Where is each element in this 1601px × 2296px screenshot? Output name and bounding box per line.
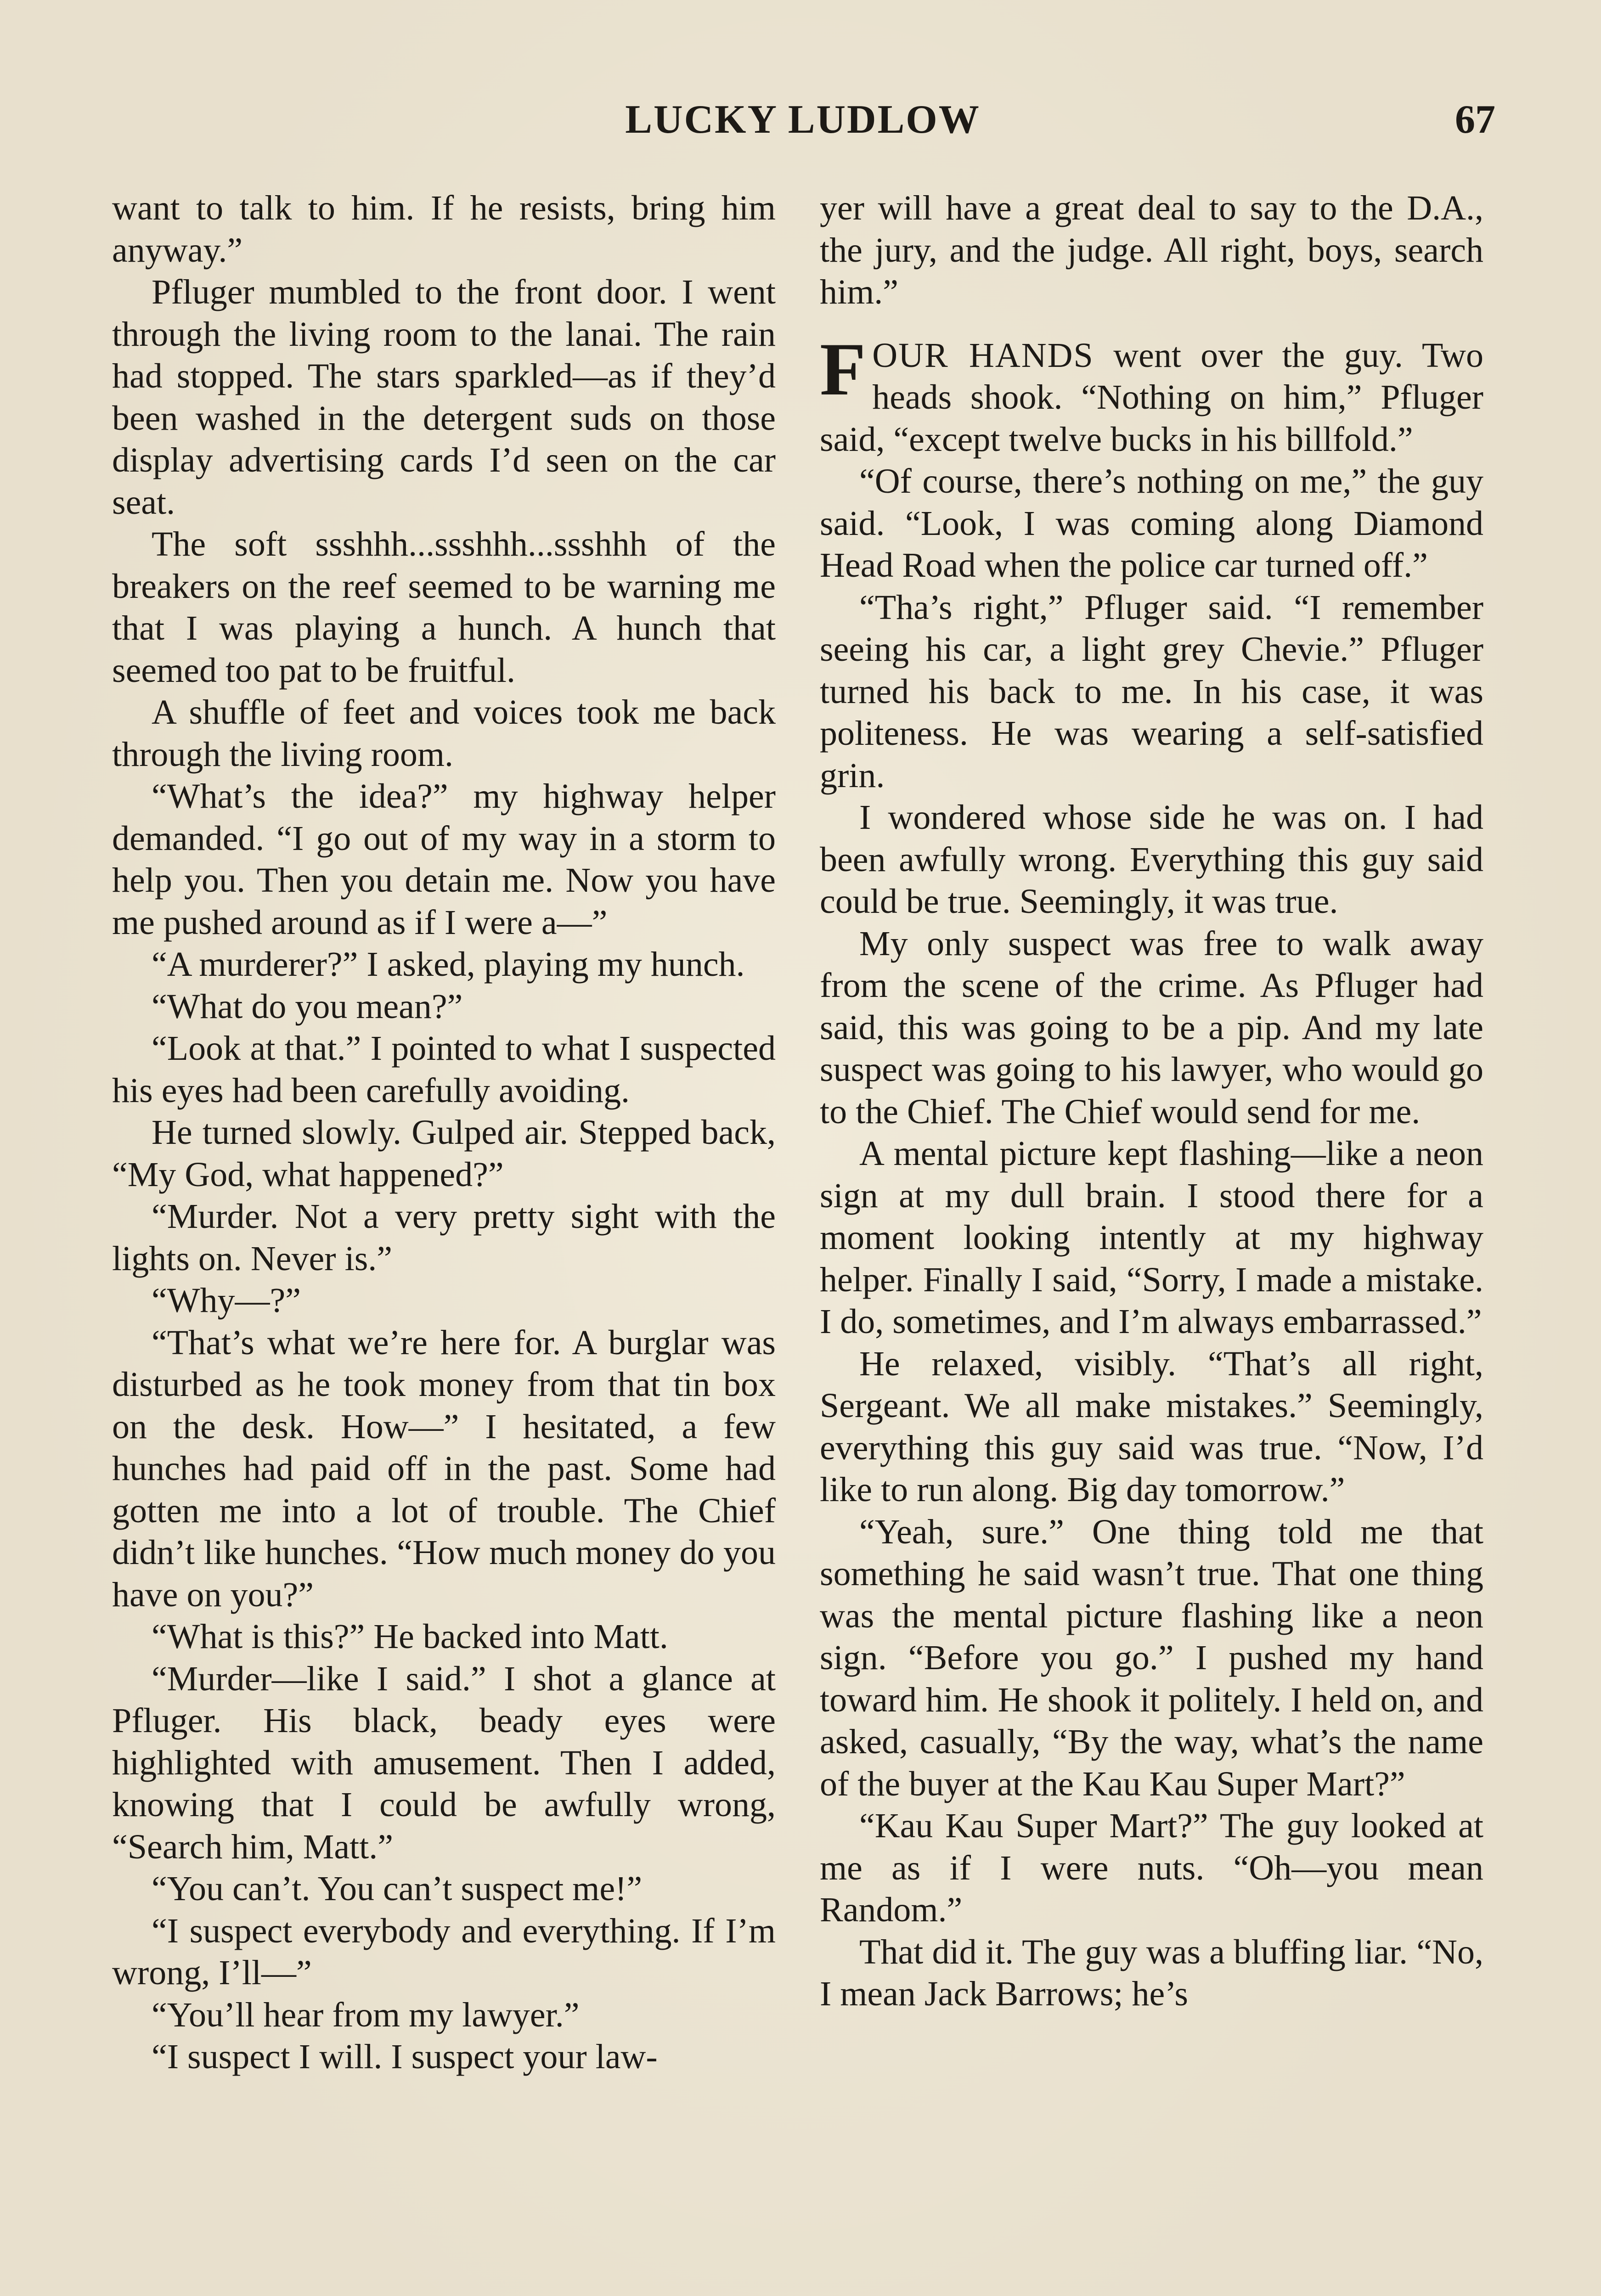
paragraph: want to talk to him. If he resists, bring him anyway.” (112, 189, 776, 270)
left-column (112, 187, 776, 2078)
paragraph: “Of course, there’s nothing on me,” the guy said. “Look, I was coming along Diamond Head Road when the police car turned off.” (820, 462, 1483, 585)
paragraph: I wondered whose side he was on. I had been awfully wrong. Everything this guy said could be true. Seemingly, it was true. (820, 798, 1483, 921)
paragraph: “You can’t. You can’t suspect me!” (152, 1869, 643, 1908)
paragraph: “What’s the idea?” my highway helper demanded. “I go out of my way in a storm to help you. Then you detain me. Now you have me pushed around as if I were a—” (112, 777, 776, 942)
section-lead-in: OUR HANDS (872, 336, 1094, 375)
paragraph: “What is this?” He backed into Matt. (152, 1617, 668, 1656)
paragraph: yer will have a great deal to say to the D.A., the jury, and the judge. All right, boys, search him.” (820, 189, 1483, 311)
paragraph: “A murderer?” I asked, playing my hunch. (152, 945, 745, 984)
paragraph: A shuffle of feet and voices took me back through the living room. (112, 693, 776, 774)
page-number: 67 (1455, 97, 1495, 142)
paragraph: “Murder. Not a very pretty sight with the lights on. Never is.” (112, 1197, 776, 1278)
paragraph: “Yeah, sure.” One thing told me that something he said wasn’t true. That one thing was the mental picture flashing like a neon sign. “Before you go.” I pushed my hand toward him. He shook it politely. I held on, and asked, casually, “By the way, what’s the name of the buyer at the Kau Kau Super Mart?” (820, 1512, 1483, 1803)
paragraph: That did it. The guy was a bluffing liar. “No, I mean Jack Barrows; he’s (820, 1932, 1483, 2013)
paragraph: “Why—?” (152, 1281, 301, 1320)
paragraph: “Kau Kau Super Mart?” The guy looked at me as if I were nuts. “Oh—you mean Random.” (820, 1806, 1483, 1929)
paragraph: He relaxed, visibly. “That’s all right, Sergeant. We all make mistakes.” Seemingly, everything this guy said was true. “Now, I’d like to run along. Big day tomorrow.” (820, 1344, 1483, 1509)
paragraph: He turned slowly. Gulped air. Stepped back, “My God, what happened?” (112, 1113, 776, 1194)
section-opening-paragraph (820, 327, 1483, 461)
paragraph: The soft ssshhh...ssshhh...ssshhh of the breakers on the reef seemed to be warning me that I was playing a hunch. A hunch that seemed too pat to be fruitful. (112, 525, 776, 690)
drop-cap: F (820, 327, 866, 411)
paragraph: “I suspect everybody and everything. If I’m wrong, I’ll—” (112, 1911, 776, 1992)
paragraph: A mental picture kept flashing—like a neon sign at my dull brain. I stood there for a moment looking intently at my highway helper. Finally I said, “Sorry, I made a mistake. I do, sometimes, and I’m always embarrassed.” (820, 1134, 1483, 1341)
paragraph: “Look at that.” I pointed to what I suspected his eyes had been carefully avoiding. (112, 1029, 776, 1110)
page-header (110, 96, 1495, 156)
paragraph: My only suspect was free to walk away from the scene of the crime. As Pfluger had said, this was going to be a pip. And my late suspect was going to his lawyer, who would go to the Chief. The Chief would send for me. (820, 924, 1483, 1131)
paragraph: “Murder—like I said.” I shot a glance at Pfluger. His black, beady eyes were highlighted with amusement. Then I added, knowing that I could be awfully wrong, “Search him, Matt.” (112, 1659, 776, 1866)
section-text: went over the guy. Two heads shook. “Nothing on him,” Pfluger said, “except twelve bucks in his billfold.” (820, 336, 1483, 459)
paragraph: “Tha’s right,” Pfluger said. “I remember seeing his car, a light grey Chevie.” Pfluger turned his back to me. In his case, it was politeness. He was wearing a self-satisfied grin. (820, 588, 1483, 795)
paragraph: “What do you mean?” (152, 987, 463, 1026)
paragraph: Pfluger mumbled to the front door. I went through the living room to the lanai. The rain had stopped. The stars sparkled—as if they’d been washed in the detergent suds on those display advertising cards I’d seen on the car seat. (112, 273, 776, 522)
paragraph: “I suspect I will. I suspect your law- (152, 2037, 658, 2076)
running-title: LUCKY LUDLOW (625, 97, 981, 142)
right-column (820, 187, 1483, 2015)
paragraph: “You’ll hear from my lawyer.” (152, 1995, 580, 2034)
paragraph: “That’s what we’re here for. A burglar was disturbed as he took money from that tin box on the desk. How—” I hesitated, a few hunches had paid off in the past. Some had gotten me into a lot of trouble. The Chief didn’t like hunches. “How much money do you have on you?” (112, 1323, 776, 1614)
